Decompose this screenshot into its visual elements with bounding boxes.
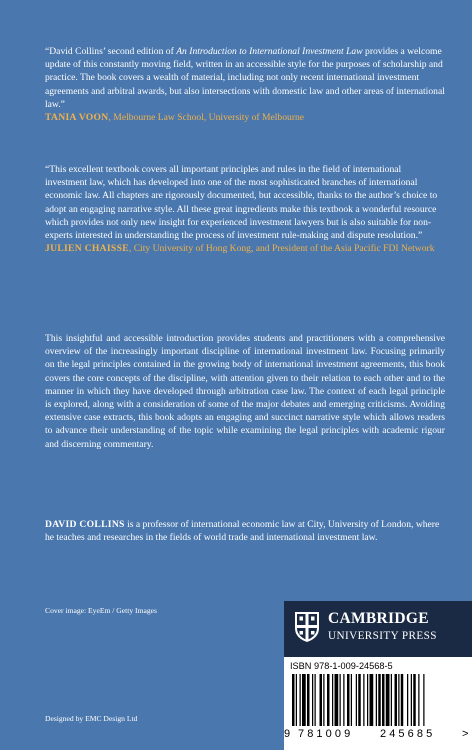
publisher-name: CAMBRIDGE: [328, 610, 429, 627]
reviewer-affiliation: , City University of Hong Kong, and President of the Asia Pacific FDI Network: [128, 243, 435, 255]
reviewer-name: JULIEN CHAISSE: [45, 243, 129, 255]
reviewer-affiliation: , Melbourne Law School, University of Melbourne: [108, 112, 305, 124]
author-name: DAVID COLLINS: [45, 519, 125, 530]
barcode-arrow: >: [462, 728, 469, 740]
review-quote-voon: [45, 45, 445, 124]
barcode-group-right: 245685: [380, 728, 436, 740]
crest-icon: [294, 611, 320, 643]
quote-text: “David Collins’ second edition of: [45, 46, 177, 57]
quote-attribution: [45, 112, 304, 123]
publisher-barcode-panel: [284, 601, 472, 750]
barcode-group-left: 781009: [298, 728, 354, 740]
author-bio-text: is a professor of international economic law at City, University of London, where he teaches and researches in the fields of world trade and international investment law.: [45, 519, 440, 544]
book-description: This insightful and accessible introduction provides students and practitioners with a comprehensive overview of the increasingly important discipline of international investment law. Focusing primarily on the legal principles contained in the growing body of international investment agreements, this book covers the core concepts of the discipline, with attention given to their relation to each other and to the manner in which they have developed through arbitration case law. The context of each legal principle is explored, along with a consideration of some of the major debates and emerging criticisms. Avoiding extensive case extracts, this book adopts an engaging and succinct narrative style which allows readers to advance their understanding of the topic while examining the legal principles with academic rigour and discerning commentary.: [45, 333, 445, 450]
author-bio: [45, 518, 445, 544]
barcode-icon: [292, 674, 462, 726]
cover-image-credit: Cover image: EyeEm / Getty Images: [45, 606, 157, 615]
review-quote-chaisse: [45, 163, 445, 255]
publisher-press: UNIVERSITY PRESS: [328, 630, 437, 642]
isbn-label: ISBN 978-1-009-24568-5: [290, 661, 393, 671]
barcode-lead-digit: 9: [284, 728, 291, 740]
reviewer-name: TANIA VOON: [45, 112, 109, 124]
quote-attribution: [45, 243, 435, 254]
book-title-italic: An Introduction to International Investment Law: [176, 46, 363, 57]
quote-text: “This excellent textbook covers all important principles and rules in the field of international investment law, which has developed into one of the most sophisticated branches of international economic law. All chapters are rigorously documented, but accessible, thanks to the author’s choice to adopt an engaging narrative style. All these great ingredients make this textbook a wonderful resource which provides not only new insight for experienced investment lawyers but is also suitable for non-experts interested in understanding the process of investment rule-making and dispute resolution.”: [45, 164, 438, 242]
quote-text: provides a welcome update of this constantly moving field, written in an accessible style for the purposes of scholarship and practice. The book covers a wealth of material, including not only recent international investment agreements and arbitral awards, but also intersections with domestic law and other areas of international law.”: [45, 46, 445, 110]
design-credit: Designed by EMC Design Ltd: [45, 714, 138, 723]
publisher-logo: [284, 601, 472, 657]
